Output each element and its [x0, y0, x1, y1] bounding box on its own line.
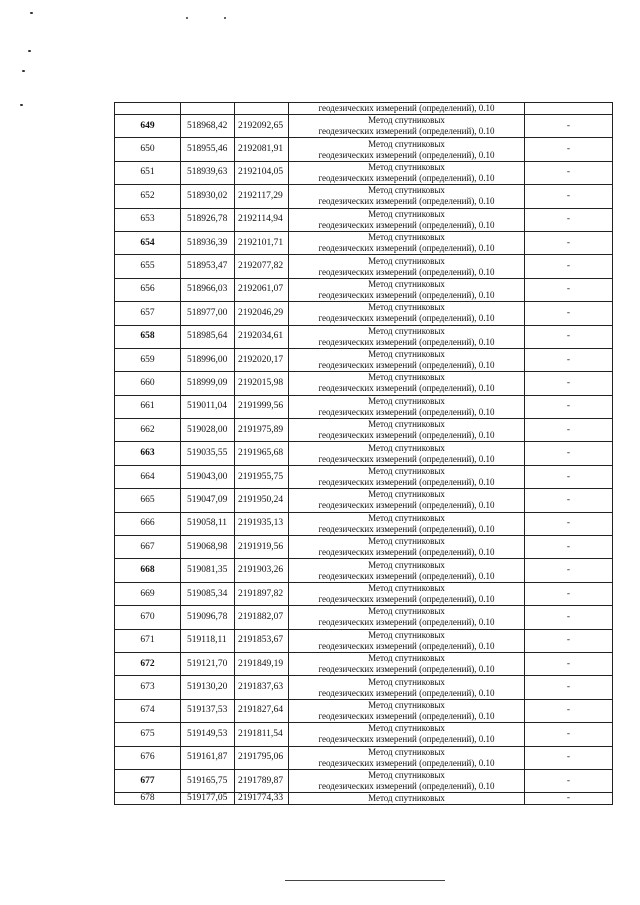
method-line-1: Метод спутниковых — [368, 699, 445, 710]
method-line-1: Метод спутниковых — [368, 232, 445, 243]
table-row-partial — [115, 793, 613, 805]
table-row — [115, 185, 613, 208]
method-line-2: геодезических измерений (определений), 0.10 — [318, 360, 495, 371]
method-cell — [289, 559, 525, 582]
table-row — [115, 512, 613, 535]
description-cell: - — [525, 606, 613, 629]
method-cell — [289, 582, 525, 605]
point-number-cell: 663 — [115, 442, 181, 465]
table-row — [115, 372, 613, 395]
y-coordinate-cell: 2191811,54 — [235, 723, 289, 746]
x-coordinate-cell: 518939,63 — [181, 161, 235, 184]
y-coordinate-cell: 2191837,63 — [235, 676, 289, 699]
method-line-1: Метод спутниковых — [368, 372, 445, 383]
scan-speck — [224, 17, 226, 19]
x-coordinate-cell: 519068,98 — [181, 536, 235, 559]
x-coordinate-cell: 518977,00 — [181, 302, 235, 325]
y-coordinate-cell: 2191975,89 — [235, 419, 289, 442]
table-row — [115, 489, 613, 512]
description-cell: - — [525, 115, 613, 138]
point-number-cell: 677 — [115, 769, 181, 792]
description-cell: - — [525, 395, 613, 418]
point-number-cell: 667 — [115, 536, 181, 559]
description-cell: - — [525, 723, 613, 746]
point-number-cell: 678 — [115, 793, 181, 805]
method-line-2: геодезических измерений (определений), 0.10 — [318, 547, 495, 558]
description-cell: - — [525, 769, 613, 792]
method-line-2: геодезических измерений (определений), 0.10 — [318, 313, 495, 324]
point-number-cell: 661 — [115, 395, 181, 418]
method-cell — [289, 699, 525, 722]
table-row — [115, 395, 613, 418]
point-number-cell: 657 — [115, 302, 181, 325]
method-line-1: Метод спутниковых — [368, 629, 445, 640]
coordinates-table — [114, 102, 613, 805]
point-number-cell — [115, 103, 181, 115]
method-cell: Метод спутниковых — [289, 793, 525, 805]
method-line-2: геодезических измерений (определений), 0.10 — [318, 126, 495, 137]
method-line-2: геодезических измерений (определений), 0.10 — [318, 781, 495, 792]
method-line-1: Метод спутниковых — [368, 559, 445, 570]
method-line-1: Метод спутниковых — [368, 583, 445, 593]
method-line-2: геодезических измерений (определений), 0.10 — [318, 594, 495, 604]
method-cell — [289, 769, 525, 792]
y-coordinate-cell: 2191999,56 — [235, 395, 289, 418]
y-coordinate-cell: 2191849,19 — [235, 652, 289, 675]
y-coordinate-cell: 2192101,71 — [235, 231, 289, 254]
scan-speck — [186, 17, 188, 19]
description-cell: - — [525, 512, 613, 535]
x-coordinate-cell: 519165,75 — [181, 769, 235, 792]
point-number-cell: 650 — [115, 138, 181, 161]
y-coordinate-cell: 2192020,17 — [235, 348, 289, 371]
method-cell — [289, 208, 525, 231]
y-coordinate-cell: 2191950,24 — [235, 489, 289, 512]
method-line-2: геодезических измерений (определений), 0.10 — [318, 640, 495, 651]
x-coordinate-cell: 518999,09 — [181, 372, 235, 395]
method-line-2: геодезических измерений (определений), 0.10 — [318, 734, 495, 745]
description-cell: - — [525, 793, 613, 805]
table-row — [115, 115, 613, 138]
y-coordinate-cell: 2191795,06 — [235, 746, 289, 769]
point-number-cell: 652 — [115, 185, 181, 208]
table-row — [115, 161, 613, 184]
y-coordinate-cell: 2191919,56 — [235, 536, 289, 559]
table-row — [115, 348, 613, 371]
method-cell — [289, 372, 525, 395]
method-line-1: Метод спутниковых — [368, 208, 445, 219]
x-coordinate-cell: 518996,00 — [181, 348, 235, 371]
point-number-cell: 654 — [115, 231, 181, 254]
table-row — [115, 699, 613, 722]
method-cell — [289, 325, 525, 348]
method-line-1: Метод спутниковых — [368, 185, 445, 196]
description-cell: - — [525, 536, 613, 559]
method-cell — [289, 465, 525, 488]
description-cell: - — [525, 582, 613, 605]
x-coordinate-cell: 519137,53 — [181, 699, 235, 722]
method-cell — [289, 395, 525, 418]
method-line-1: Метод спутниковых — [368, 325, 445, 336]
scan-speck — [28, 50, 31, 52]
method-line-2: геодезических измерений (определений), 0.10 — [318, 172, 495, 183]
y-coordinate-cell: 2191955,75 — [235, 465, 289, 488]
description-cell: - — [525, 465, 613, 488]
point-number-cell: 669 — [115, 582, 181, 605]
y-coordinate-cell: 2192081,91 — [235, 138, 289, 161]
y-coordinate-cell: 2191882,07 — [235, 606, 289, 629]
method-line-1: Метод спутниковых — [368, 653, 445, 664]
x-coordinate-cell: 519149,53 — [181, 723, 235, 746]
description-cell: - — [525, 208, 613, 231]
description-cell: - — [525, 161, 613, 184]
method-line-2: геодезических измерений (определений), 0.10 — [318, 289, 495, 300]
method-cell — [289, 746, 525, 769]
description-cell: - — [525, 138, 613, 161]
x-coordinate-cell: 519096,78 — [181, 606, 235, 629]
method-cell — [289, 442, 525, 465]
method-line-2: геодезических измерений (определений), 0.10 — [318, 500, 495, 511]
y-coordinate-cell: 2192046,29 — [235, 302, 289, 325]
table-row — [115, 231, 613, 254]
method-line-2: геодезических измерений (определений), 0.10 — [318, 570, 495, 581]
point-number-cell: 666 — [115, 512, 181, 535]
method-line-2: геодезических измерений (определений), 0.10 — [318, 664, 495, 675]
description-cell: - — [525, 348, 613, 371]
table-row — [115, 278, 613, 301]
description-cell: - — [525, 231, 613, 254]
y-coordinate-cell: 2192034,61 — [235, 325, 289, 348]
method-line-1: Метод спутниковых — [368, 349, 445, 360]
x-coordinate-cell: 518936,39 — [181, 231, 235, 254]
x-coordinate-cell: 519130,20 — [181, 676, 235, 699]
table-row — [115, 559, 613, 582]
method-line-2: геодезических измерений (определений), 0.10 — [318, 477, 495, 488]
description-cell: - — [525, 559, 613, 582]
y-coordinate-cell: 2192077,82 — [235, 255, 289, 278]
x-coordinate-cell: 519121,70 — [181, 652, 235, 675]
x-coordinate-cell: 518930,02 — [181, 185, 235, 208]
table-row — [115, 302, 613, 325]
y-coordinate-cell: 2191789,87 — [235, 769, 289, 792]
point-number-cell: 655 — [115, 255, 181, 278]
table-row — [115, 419, 613, 442]
method-line-2: геодезических измерений (определений), 0.10 — [318, 383, 495, 394]
point-number-cell: 658 — [115, 325, 181, 348]
description-cell: - — [525, 652, 613, 675]
table-row — [115, 676, 613, 699]
method-line-1: Метод спутниковых — [368, 466, 445, 477]
y-coordinate-cell: 2191774,33 — [235, 793, 289, 805]
description-cell: - — [525, 278, 613, 301]
description-cell: - — [525, 372, 613, 395]
point-number-cell: 672 — [115, 652, 181, 675]
description-cell: - — [525, 442, 613, 465]
x-coordinate-cell: 519035,55 — [181, 442, 235, 465]
method-line-1: Метод спутниковых — [368, 419, 445, 430]
table-row — [115, 769, 613, 792]
x-coordinate-cell: 519028,00 — [181, 419, 235, 442]
footer-rule — [285, 880, 445, 881]
x-coordinate-cell: 519058,11 — [181, 512, 235, 535]
description-cell: - — [525, 629, 613, 652]
point-number-cell: 670 — [115, 606, 181, 629]
method-line-2: геодезических измерений (определений), 0.10 — [318, 243, 495, 254]
coordinates-table-body — [115, 103, 613, 805]
description-cell: - — [525, 676, 613, 699]
y-coordinate-cell: 2192061,07 — [235, 278, 289, 301]
method-line-2: геодезических измерений (определений), 0.10 — [318, 266, 495, 277]
method-line-1: Метод спутниковых — [368, 278, 445, 289]
table-row — [115, 652, 613, 675]
method-line-2: геодезических измерений (определений), 0.10 — [318, 453, 495, 464]
y-coordinate-cell: 2191935,13 — [235, 512, 289, 535]
method-line-2: геодезических измерений (определений), 0.10 — [318, 219, 495, 230]
y-coordinate-cell: 2191827,64 — [235, 699, 289, 722]
method-line-2: геодезических измерений (определений), 0.10 — [318, 406, 495, 417]
method-cell — [289, 138, 525, 161]
y-coordinate-cell: 2191897,82 — [235, 582, 289, 605]
method-cell — [289, 652, 525, 675]
x-coordinate-cell: 518926,78 — [181, 208, 235, 231]
method-line-1: Метод спутниковых — [368, 138, 445, 149]
method-cell — [289, 512, 525, 535]
description-cell: - — [525, 255, 613, 278]
x-coordinate-cell: 519118,11 — [181, 629, 235, 652]
point-number-cell: 676 — [115, 746, 181, 769]
method-line-2: геодезических измерений (определений), 0.10 — [318, 430, 495, 441]
method-line-1: Метод спутниковых — [368, 115, 445, 126]
description-cell: - — [525, 419, 613, 442]
method-cell — [289, 278, 525, 301]
description-cell: - — [525, 325, 613, 348]
table-row — [115, 325, 613, 348]
x-coordinate-cell: 519011,04 — [181, 395, 235, 418]
method-line-1: Метод спутниковых — [368, 676, 445, 687]
method-line-2: геодезических измерений (определений), 0.10 — [318, 336, 495, 347]
method-line-2: геодезических измерений (определений), 0.10 — [318, 149, 495, 160]
method-cell — [289, 676, 525, 699]
point-number-cell: 649 — [115, 115, 181, 138]
method-line-1: Метод спутниковых — [368, 489, 445, 500]
x-coordinate-cell: 518985,64 — [181, 325, 235, 348]
point-number-cell: 674 — [115, 699, 181, 722]
point-number-cell: 656 — [115, 278, 181, 301]
table-row — [115, 723, 613, 746]
point-number-cell: 664 — [115, 465, 181, 488]
point-number-cell: 659 — [115, 348, 181, 371]
description-cell: - — [525, 699, 613, 722]
description-cell — [525, 103, 613, 115]
x-coordinate-cell: 518955,46 — [181, 138, 235, 161]
method-cell — [289, 723, 525, 746]
method-line-1: Метод спутниковых — [368, 723, 445, 734]
x-coordinate-cell: 519081,35 — [181, 559, 235, 582]
x-coordinate-cell: 519161,87 — [181, 746, 235, 769]
method-cell — [289, 231, 525, 254]
y-coordinate-cell — [235, 103, 289, 115]
scan-speck — [20, 104, 23, 106]
method-cell — [289, 419, 525, 442]
method-cell — [289, 115, 525, 138]
method-line-1: Метод спутниковых — [368, 512, 445, 523]
method-cell — [289, 255, 525, 278]
description-cell: - — [525, 302, 613, 325]
method-line-1: Метод спутниковых — [368, 606, 445, 617]
y-coordinate-cell: 2192104,05 — [235, 161, 289, 184]
y-coordinate-cell: 2192092,65 — [235, 115, 289, 138]
method-cell: геодезических измерений (определений), 0.10 — [289, 103, 525, 115]
x-coordinate-cell: 519085,34 — [181, 582, 235, 605]
point-number-cell: 675 — [115, 723, 181, 746]
method-cell — [289, 489, 525, 512]
method-cell — [289, 302, 525, 325]
method-line-2: геодезических измерений (определений), 0.10 — [318, 757, 495, 768]
method-line-1: Метод спутниковых — [368, 161, 445, 172]
method-line-1: Метод спутниковых — [368, 536, 445, 547]
method-cell — [289, 536, 525, 559]
method-cell — [289, 606, 525, 629]
description-cell: - — [525, 746, 613, 769]
table-row — [115, 582, 613, 605]
method-line-2: геодезических измерений (определений), 0.10 — [318, 617, 495, 628]
table-row — [115, 442, 613, 465]
method-cell — [289, 629, 525, 652]
x-coordinate-cell: 518968,42 — [181, 115, 235, 138]
y-coordinate-cell: 2191965,68 — [235, 442, 289, 465]
method-line-1: Метод спутниковых — [368, 255, 445, 266]
continuation-row — [115, 103, 613, 115]
method-line-1: Метод спутниковых — [368, 302, 445, 313]
method-cell — [289, 161, 525, 184]
description-cell: - — [525, 185, 613, 208]
point-number-cell: 653 — [115, 208, 181, 231]
description-cell: - — [525, 489, 613, 512]
x-coordinate-cell — [181, 103, 235, 115]
point-number-cell: 668 — [115, 559, 181, 582]
point-number-cell: 671 — [115, 629, 181, 652]
point-number-cell: 665 — [115, 489, 181, 512]
y-coordinate-cell: 2192117,29 — [235, 185, 289, 208]
table-row — [115, 606, 613, 629]
point-number-cell: 673 — [115, 676, 181, 699]
point-number-cell: 662 — [115, 419, 181, 442]
method-line-2: геодезических измерений (определений), 0.10 — [318, 687, 495, 698]
y-coordinate-cell: 2192114,94 — [235, 208, 289, 231]
scan-speck — [22, 70, 25, 72]
method-line-1: Метод спутниковых — [368, 770, 445, 781]
point-number-cell: 660 — [115, 372, 181, 395]
y-coordinate-cell: 2191853,67 — [235, 629, 289, 652]
table-row — [115, 629, 613, 652]
table-row — [115, 255, 613, 278]
method-line-1: Метод спутниковых — [368, 395, 445, 406]
method-line-1: Метод спутниковых — [368, 746, 445, 757]
y-coordinate-cell: 2191903,26 — [235, 559, 289, 582]
point-number-cell: 651 — [115, 161, 181, 184]
x-coordinate-cell: 518966,03 — [181, 278, 235, 301]
x-coordinate-cell: 519043,00 — [181, 465, 235, 488]
x-coordinate-cell: 518953,47 — [181, 255, 235, 278]
method-line-2: геодезических измерений (определений), 0.10 — [318, 710, 495, 721]
method-cell — [289, 348, 525, 371]
table-row — [115, 208, 613, 231]
table-row — [115, 138, 613, 161]
table-row — [115, 746, 613, 769]
method-line-2: геодезических измерений (определений), 0.10 — [318, 523, 495, 534]
method-line-1: Метод спутниковых — [368, 442, 445, 453]
scan-speck — [30, 12, 33, 14]
method-line-2: геодезических измерений (определений), 0.10 — [318, 196, 495, 207]
table-row — [115, 465, 613, 488]
y-coordinate-cell: 2192015,98 — [235, 372, 289, 395]
x-coordinate-cell: 519047,09 — [181, 489, 235, 512]
method-cell — [289, 185, 525, 208]
table-row — [115, 536, 613, 559]
x-coordinate-cell: 519177,05 — [181, 793, 235, 805]
